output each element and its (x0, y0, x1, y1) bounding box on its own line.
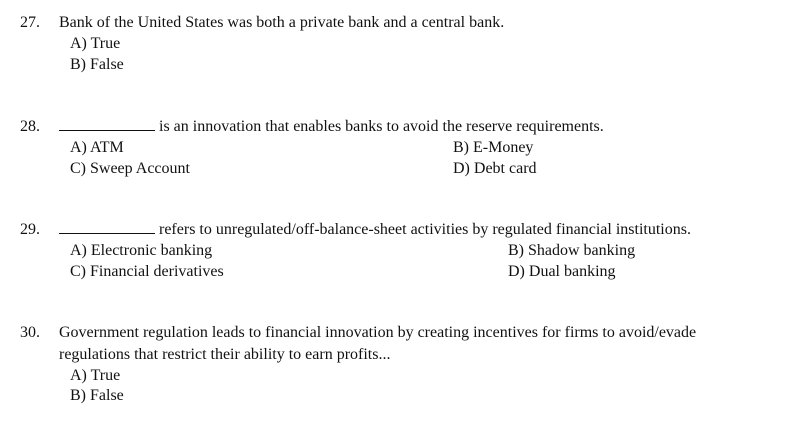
question-number: 29. (20, 221, 40, 238)
option-b: B) False (70, 387, 124, 404)
option-a: A) True (70, 35, 121, 52)
option-a: A) Electronic banking (70, 242, 213, 259)
option-b: B) False (70, 56, 124, 73)
question-text-line-2: regulations that restrict their ability to earn profits... (59, 346, 391, 363)
question-number: 28. (20, 118, 40, 135)
question-number: 27. (20, 14, 40, 31)
answer-blank (59, 221, 155, 234)
answer-blank (59, 118, 155, 131)
question-text: is an innovation that enables banks to avoid the reserve requirements. (159, 118, 604, 135)
option-b: B) Shadow banking (508, 242, 636, 259)
question-text: Bank of the United States was both a private bank and a central bank. (59, 14, 505, 31)
question-text: refers to unregulated/off-balance-sheet activities by regulated financial institutions. (159, 221, 691, 238)
question-stem (59, 117, 604, 137)
question-stem (59, 220, 691, 240)
option-a: A) True (70, 367, 121, 384)
option-d: D) Dual banking (508, 263, 616, 280)
question-text-line-1: Government regulation leads to financial innovation by creating incentives for firms to avoid/evade (59, 324, 697, 341)
option-a: A) ATM (70, 139, 124, 156)
option-b: B) E-Money (453, 139, 534, 156)
option-c: C) Sweep Account (70, 160, 190, 177)
question-number: 30. (20, 324, 40, 341)
option-c: C) Financial derivatives (70, 263, 224, 280)
option-d: D) Debt card (453, 160, 537, 177)
